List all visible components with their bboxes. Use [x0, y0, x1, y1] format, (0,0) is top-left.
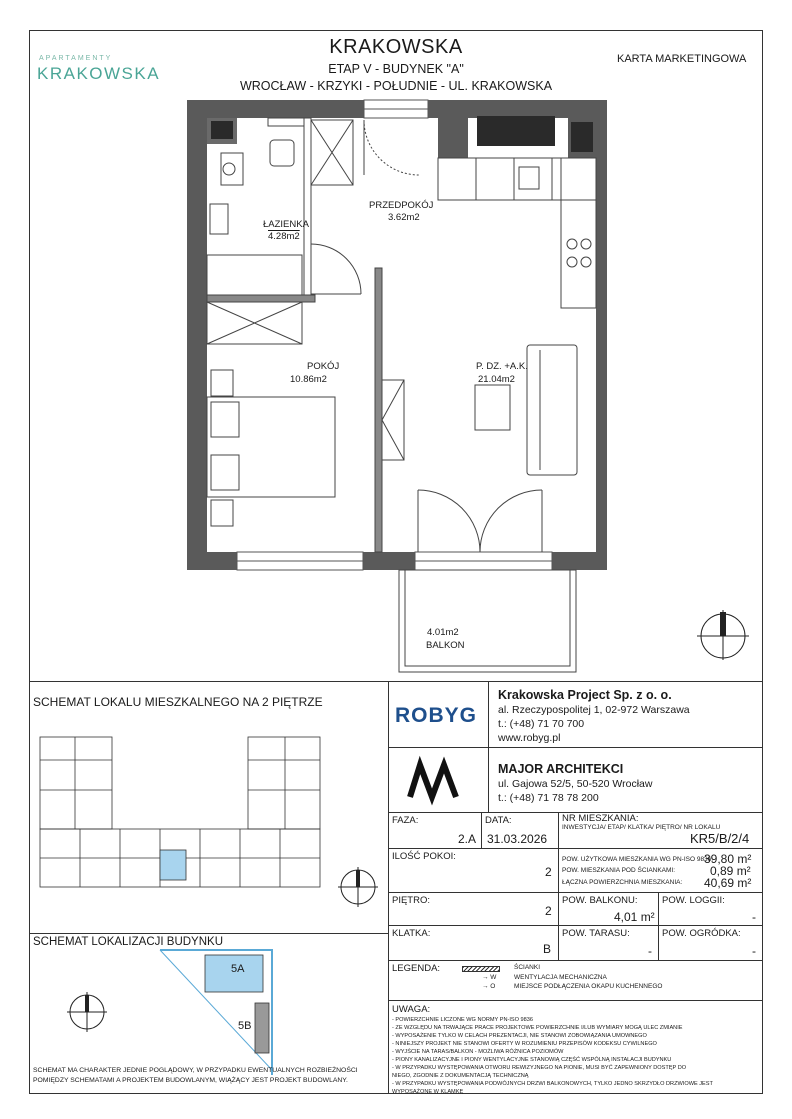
- stair-label: KLATKA:: [392, 928, 431, 939]
- terrace-label: POW. TARASU:: [562, 928, 630, 939]
- note-item: - WYJŚCIE NA TARAS/BALKON - MOŻLIWA RÓŻNICA POZIOMÓW: [392, 1049, 564, 1055]
- room-name: POKÓJ: [307, 361, 340, 372]
- living-name: P. DZ. +A.K.: [476, 361, 528, 372]
- card-type: KARTA MARKETINGOWA: [617, 53, 747, 65]
- apt-no-value: KR5/B/2/4: [690, 831, 750, 846]
- developer-address: al. Rzeczypospolitej 1, 02-972 Warszawa: [498, 704, 690, 716]
- developer-logo: ROBYG: [395, 704, 478, 727]
- architect-name: MAJOR ARCHITEKCI: [498, 762, 624, 776]
- under-walls-label: POW. MIESZKANIA POD ŚCIANKAMI:: [562, 867, 676, 874]
- under-walls-value: 0,89 m²: [710, 864, 751, 878]
- page-title: KRAKOWSKA: [329, 36, 463, 58]
- apt-no-sub: INWESTYCJA/ ETAP/ KLATKA/ PIĘTRO/ NR LOKALU: [562, 824, 721, 831]
- balcony-name: BALKON: [426, 640, 465, 651]
- legend-vent-symbol: → W: [482, 974, 497, 981]
- wall-hatch-icon: [462, 966, 500, 972]
- building-5a: 5A: [231, 963, 245, 975]
- living-area: 21.04m2: [478, 374, 515, 385]
- developer-web: www.robyg.pl: [498, 732, 561, 744]
- apt-no-label: NR MIESZKANIA:: [562, 813, 639, 824]
- date-label: DATA:: [485, 815, 512, 826]
- grid-vline-1: [481, 812, 482, 848]
- bathroom-area: 4.28m2: [268, 231, 300, 242]
- note-item: NIEGO, ZGODNIE Z DOKUMENTACJĄ TECHNICZNĄ: [392, 1073, 529, 1079]
- usable-value: 39,80 m²: [704, 852, 752, 866]
- note-item: - W PRZYPADKU WYSTĘPOWANIA PODWÓJNYCH DRZWI BALKONOWYCH, TYLKO JEDNO SKRZYDŁO DRZWIOWE JEST: [392, 1081, 713, 1087]
- disclaimer-line-1: SCHEMAT MA CHARAKTER JEDNIE POGLĄDOWY, W PRZYPADKU EWENTUALNYCH ROZBIEŻNOŚCI: [33, 1067, 358, 1074]
- grid-line-5: [388, 960, 763, 961]
- logo-top-text: APARTAMENTY: [39, 55, 113, 62]
- usable-label: POW. UŻYTKOWA MIESZKANIA WG PN-ISO 9836:: [562, 856, 714, 863]
- hall-name: PRZEDPOKÓJ: [369, 200, 434, 211]
- balcony-value: 4,01 m²: [614, 910, 655, 924]
- grid-line-2: [388, 848, 763, 849]
- legend-label: LEGENDA:: [392, 963, 441, 974]
- notes-label: UWAGA:: [392, 1004, 431, 1015]
- notes-list: [392, 1016, 760, 1096]
- note-item: - PIONY KANALIZACYJNE I PIONY WENTYLACYJNE STANOWIĄ CZĘŚĆ WSPÓLNĄ INSTALACJI BUDYNKU: [392, 1057, 672, 1063]
- grid-line-6: [388, 1000, 763, 1001]
- architect-phone: t.: (+48) 71 78 78 200: [498, 792, 599, 804]
- grid-vline-3: [658, 892, 659, 960]
- location-schematic-title: SCHEMAT LOKALIZACJI BUDYNKU: [33, 936, 224, 948]
- legend-hood-symbol: → O: [482, 983, 496, 990]
- developer-phone: t.: (+48) 71 70 700: [498, 718, 585, 730]
- logo-main-text: KRAKOWSKA: [37, 64, 161, 83]
- balcony-label: POW. BALKONU:: [562, 895, 638, 906]
- address-text: WROCŁAW - KRZYKI - POŁUDNIE - UL. KRAKOWSKA: [239, 79, 553, 93]
- architect-address: ul. Gajowa 52/5, 50-520 Wrocław: [498, 778, 653, 790]
- legend-hood: MIEJSCE PODŁĄCZENIA OKAPU KUCHENNEGO: [514, 983, 663, 990]
- developer-name: Krakowska Project Sp. z o. o.: [498, 688, 672, 702]
- bathroom-name: ŁAZIENKA: [263, 219, 309, 230]
- garden-value: -: [752, 944, 756, 958]
- note-item: - NINIEJSZY PROJEKT NIE STANOWI OFERTY W ROZUMIENIU PRZEPISÓW KODEKSU CYWILNEGO: [392, 1041, 657, 1047]
- grid-vline-2: [558, 812, 559, 960]
- legend-vent: WENTYLACJA MECHANICZNA: [514, 974, 607, 981]
- building-5b: 5B: [238, 1020, 252, 1032]
- stair-value: B: [543, 942, 552, 956]
- balcony-area: 4.01m2: [427, 627, 459, 638]
- room-area: 10.86m2: [290, 374, 327, 385]
- phase-label: FAZA:: [392, 815, 419, 826]
- rooms-value: 2: [545, 865, 552, 879]
- stage-text: ETAP V - BUDYNEK "A": [328, 62, 464, 76]
- note-item: - WYPOSAŻENIE TYLKO W CELACH PREZENTACJI, NIE STANOWI ZOBOWIĄZANIA UMOWNEGO: [392, 1033, 647, 1039]
- floor-schematic-title: SCHEMAT LOKALU MIESZKALNEGO NA 2 PIĘTRZE: [33, 695, 323, 709]
- phase-value: 2.A: [458, 832, 477, 846]
- note-item: - W PRZYPADKU WYSTĘPOWANIA OTWORU REWIZYJNEGO NA PIONIE, MUSI BYĆ ZAPEWNIONY DOSTĘP DO: [392, 1065, 687, 1071]
- date-value: 31.03.2026: [487, 832, 548, 846]
- floor-label: PIĘTRO:: [392, 895, 431, 906]
- rooms-label: ILOŚĆ POKOI:: [392, 851, 456, 862]
- loggia-label: POW. LOGGII:: [662, 895, 725, 906]
- grid-line-4: [388, 925, 763, 926]
- note-item: WYPOSAŻONE W KLAMKĘ: [392, 1089, 464, 1095]
- garden-label: POW. OGRÓDKA:: [662, 928, 741, 939]
- note-item: - POWIERZCHNIE LICZONE WG NORMY PN-ISO 9836: [392, 1017, 534, 1023]
- floor-value: 2: [545, 904, 552, 918]
- legend-walls: ŚCIANKI: [514, 964, 541, 971]
- total-label: ŁĄCZNA POWIERZCHNIA MIESZKANIA:: [562, 879, 683, 886]
- terrace-value: -: [648, 944, 652, 958]
- disclaimer-line-2: POMIĘDZY SCHEMATAMI A PROJEKTEM BUDOWLANYM, WIĄŻĄCY JEST PROJEKT BUDOWLANY.: [33, 1077, 348, 1084]
- grid-line-3: [388, 892, 763, 893]
- hall-area: 3.62m2: [388, 212, 420, 223]
- loggia-value: -: [752, 910, 756, 924]
- total-value: 40,69 m²: [704, 876, 752, 890]
- note-item: - ZE WZGLĘDU NA TRWAJĄCE PRACE PROJEKTOWE POWIERZCHNIE I/LUB WYMIARY MOGĄ ULEC ZMIANIE: [392, 1025, 683, 1031]
